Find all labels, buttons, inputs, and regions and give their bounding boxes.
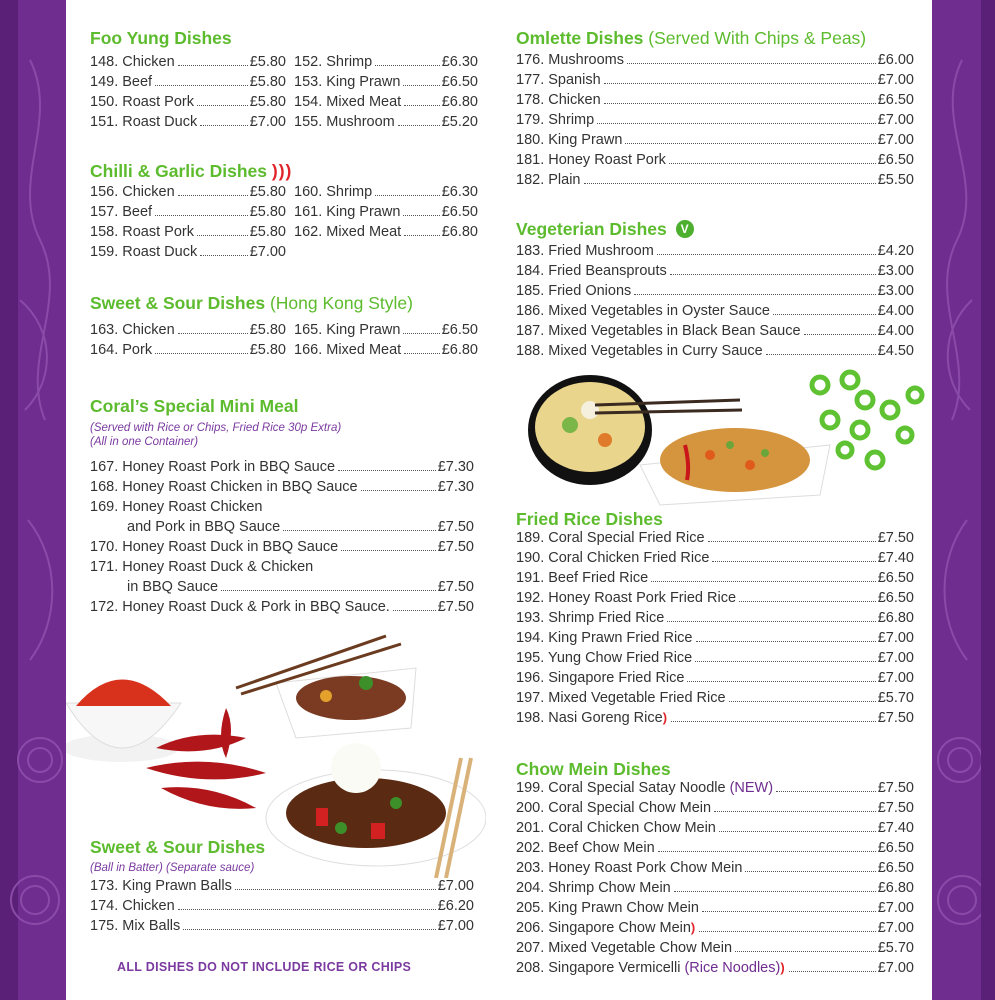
dot-leader — [403, 215, 439, 216]
menu-item — [294, 114, 478, 134]
menu-item-price: £7.30 — [437, 459, 474, 475]
footer-note: ALL DISHES DO NOT INCLUDE RICE OR CHIPS — [117, 960, 412, 974]
menu-item-name: 198. Nasi Goreng Rice — [516, 710, 663, 726]
dot-leader — [776, 791, 876, 792]
menu-item-name: 177. Spanish — [516, 72, 601, 88]
food-photo-noodles-and-rice — [520, 365, 930, 515]
dot-leader — [183, 929, 435, 930]
menu-item — [516, 780, 914, 800]
menu-item-price: £7.50 — [437, 579, 474, 595]
vegetarian-list — [516, 243, 914, 363]
menu-item-name: 189. Coral Special Fried Rice — [516, 530, 705, 546]
menu-item-price: £6.50 — [877, 840, 914, 856]
menu-item-price: £5.80 — [249, 54, 286, 70]
menu-item-name: 165. King Prawn — [294, 322, 401, 338]
dot-leader — [283, 530, 436, 531]
menu-item — [516, 590, 914, 610]
dot-leader — [745, 871, 875, 872]
menu-item — [516, 152, 914, 172]
menu-item-name: 151. Roast Duck — [90, 114, 198, 130]
menu-item-price: £6.50 — [441, 322, 478, 338]
menu-item-name-continued: in BBQ Sauce — [127, 579, 219, 595]
menu-item-name: 155. Mushroom — [294, 114, 395, 130]
menu-item — [516, 920, 914, 940]
foo-yung-list — [90, 54, 478, 134]
menu-item — [516, 323, 914, 343]
dot-leader — [789, 971, 876, 972]
menu-item-price: £5.70 — [877, 690, 914, 706]
menu-item-name: 152. Shrimp — [294, 54, 373, 70]
menu-item — [516, 940, 914, 960]
menu-item — [90, 559, 474, 579]
fried-rice-list — [516, 530, 914, 730]
chili-pepper-icon: ) — [662, 710, 669, 725]
omlette-list — [516, 52, 914, 192]
menu-item-price: £7.30 — [437, 479, 474, 495]
menu-item — [90, 918, 474, 938]
chilli-garlic-list — [90, 184, 478, 264]
dot-leader — [667, 621, 875, 622]
menu-item-price: £6.30 — [441, 54, 478, 70]
menu-item-price: £5.80 — [249, 94, 286, 110]
dot-leader — [178, 65, 248, 66]
menu-item — [90, 94, 286, 114]
dot-leader — [739, 601, 876, 602]
menu-item-price: £7.50 — [437, 539, 474, 555]
menu-item-price: £5.80 — [249, 224, 286, 240]
omlette-heading: Omlette Dishes (Served With Chips & Peas) — [516, 28, 867, 48]
dot-leader — [221, 590, 436, 591]
menu-subcolumn-left — [90, 54, 286, 134]
mini-meal-list — [90, 459, 474, 619]
menu-item-price: £5.80 — [249, 342, 286, 358]
menu-item — [516, 630, 914, 650]
mini-meal-heading: Coral’s Special Mini Meal — [90, 396, 299, 416]
menu-item-price: £7.00 — [877, 72, 914, 88]
menu-item-name: 186. Mixed Vegetables in Oyster Sauce — [516, 303, 770, 319]
menu-item-price: £4.20 — [877, 243, 914, 259]
dot-leader — [695, 661, 875, 662]
menu-item — [516, 650, 914, 670]
dot-leader — [658, 851, 876, 852]
menu-item-price: £6.30 — [441, 184, 478, 200]
menu-item — [516, 283, 914, 303]
menu-item-name: 199. Coral Special Satay Noodle — [516, 780, 726, 796]
floral-pattern-right — [932, 0, 995, 1000]
dot-leader — [674, 891, 876, 892]
menu-item — [516, 343, 914, 363]
dot-leader — [200, 255, 248, 256]
menu-item-price: £6.80 — [877, 880, 914, 896]
menu-item-name: 170. Honey Roast Duck in BBQ Sauce — [90, 539, 339, 555]
menu-item-tag: (Rice Noodles) — [684, 960, 781, 976]
menu-item-price: £4.00 — [877, 323, 914, 339]
menu-item-name: 183. Fried Mushroom — [516, 243, 654, 259]
menu-item-price: £7.00 — [877, 670, 914, 686]
menu-item — [516, 960, 914, 980]
menu-item — [294, 54, 478, 74]
menu-item-name: 157. Beef — [90, 204, 153, 220]
menu-item-price: £7.00 — [437, 878, 474, 894]
menu-item — [90, 599, 474, 619]
menu-item — [294, 74, 478, 94]
menu-item-price: £7.00 — [249, 114, 286, 130]
menu-item-name: 192. Honey Roast Pork Fried Rice — [516, 590, 737, 606]
menu-item — [516, 860, 914, 880]
dot-leader — [404, 105, 440, 106]
menu-item-name: 161. King Prawn — [294, 204, 401, 220]
chili-pepper-icon: ) — [690, 920, 697, 935]
fried-rice-heading: Fried Rice Dishes — [516, 509, 663, 529]
menu-item-name: 204. Shrimp Chow Mein — [516, 880, 671, 896]
menu-item-price: £7.00 — [877, 650, 914, 666]
dot-leader — [627, 63, 876, 64]
dot-leader — [155, 353, 248, 354]
menu-item — [516, 550, 914, 570]
menu-item-name: 187. Mixed Vegetables in Black Bean Sauce — [516, 323, 801, 339]
menu-item — [516, 670, 914, 690]
menu-item-price: £6.50 — [877, 860, 914, 876]
dot-leader — [235, 889, 436, 890]
dot-leader — [719, 831, 876, 832]
menu-item-name: 176. Mushrooms — [516, 52, 624, 68]
menu-item-name: 167. Honey Roast Pork in BBQ Sauce — [90, 459, 336, 475]
menu-item — [90, 878, 474, 898]
menu-item — [90, 184, 286, 204]
menu-item-price: £5.70 — [877, 940, 914, 956]
menu-item — [90, 342, 286, 362]
menu-item — [516, 303, 914, 323]
menu-item-price: £6.50 — [877, 590, 914, 606]
menu-item-price: £6.20 — [437, 898, 474, 914]
menu-item-name: 169. Honey Roast Chicken — [90, 499, 263, 515]
menu-item — [516, 800, 914, 820]
menu-item-price: £6.50 — [441, 74, 478, 90]
menu-item-name: 173. King Prawn Balls — [90, 878, 232, 894]
menu-item-price: £4.50 — [877, 343, 914, 359]
menu-item-name: 188. Mixed Vegetables in Curry Sauce — [516, 343, 763, 359]
menu-item-price: £7.40 — [877, 550, 914, 566]
menu-item-name: 149. Beef — [90, 74, 153, 90]
dot-leader — [403, 333, 439, 334]
menu-item — [516, 92, 914, 112]
menu-item-price: £5.80 — [249, 184, 286, 200]
menu-item-name: 172. Honey Roast Duck & Pork in BBQ Sauce. — [90, 599, 390, 615]
menu-item-name: 175. Mix Balls — [90, 918, 181, 934]
menu-item — [516, 72, 914, 92]
menu-item-price: £7.00 — [877, 960, 914, 976]
dot-leader — [669, 163, 876, 164]
menu-item-price: £6.80 — [441, 224, 478, 240]
dot-leader — [404, 235, 440, 236]
dot-leader — [604, 103, 876, 104]
dot-leader — [200, 125, 248, 126]
menu-item-price: £6.50 — [877, 152, 914, 168]
menu-item — [516, 132, 914, 152]
menu-item-name: 154. Mixed Meat — [294, 94, 402, 110]
menu-item — [90, 898, 474, 918]
menu-item-price: £5.80 — [249, 74, 286, 90]
menu-item — [294, 224, 478, 244]
menu-item-name: 156. Chicken — [90, 184, 175, 200]
menu-item — [516, 263, 914, 283]
menu-item — [516, 880, 914, 900]
menu-subcolumn-left — [90, 322, 286, 362]
menu-item-name: 168. Honey Roast Chicken in BBQ Sauce — [90, 479, 358, 495]
menu-item-name: 205. King Prawn Chow Mein — [516, 900, 699, 916]
dot-leader — [197, 105, 248, 106]
menu-item-name: 185. Fried Onions — [516, 283, 632, 299]
dot-leader — [375, 65, 440, 66]
right-decorative-band — [932, 0, 995, 1000]
menu-item — [90, 114, 286, 134]
menu-item — [90, 244, 286, 264]
foo-yung-heading: Foo Yung Dishes — [90, 28, 232, 48]
menu-item — [516, 243, 914, 263]
dot-leader — [804, 334, 876, 335]
menu-item — [516, 840, 914, 860]
menu-item — [516, 820, 914, 840]
chili-pepper-icon: ) — [780, 960, 786, 975]
food-photo-chili-and-beef — [66, 628, 486, 878]
menu-item — [294, 94, 478, 114]
menu-item-name: 202. Beef Chow Mein — [516, 840, 655, 856]
dot-leader — [735, 951, 876, 952]
chilli-garlic-heading: Chilli & Garlic Dishes ))) — [90, 161, 293, 181]
menu-item-price: £6.00 — [877, 52, 914, 68]
dot-leader — [341, 550, 435, 551]
menu-item — [516, 52, 914, 72]
menu-item-price: £6.80 — [441, 342, 478, 358]
menu-item-price: £7.00 — [877, 112, 914, 128]
dot-leader — [625, 143, 875, 144]
menu-item — [90, 539, 474, 559]
menu-item-name: 196. Singapore Fried Rice — [516, 670, 685, 686]
menu-item-price: £7.00 — [249, 244, 286, 260]
menu-item-price: £7.00 — [877, 132, 914, 148]
menu-item-price: £6.80 — [877, 610, 914, 626]
menu-subcolumn-right — [294, 322, 478, 362]
menu-item — [516, 570, 914, 590]
menu-item-price: £7.50 — [877, 780, 914, 796]
sweet-sour-balls-heading: Sweet & Sour Dishes — [90, 837, 266, 857]
menu-item-name: 193. Shrimp Fried Rice — [516, 610, 665, 626]
menu-item-price: £3.00 — [877, 283, 914, 299]
menu-item-name: 184. Fried Beansprouts — [516, 263, 667, 279]
menu-item-tag: (NEW) — [729, 780, 774, 796]
menu-item — [90, 204, 286, 224]
menu-item-continuation — [90, 579, 474, 599]
chow-mein-list — [516, 780, 914, 980]
menu-item — [516, 900, 914, 920]
menu-item-name: 166. Mixed Meat — [294, 342, 402, 358]
menu-item-name: 174. Chicken — [90, 898, 175, 914]
menu-item-name: 194. King Prawn Fried Rice — [516, 630, 693, 646]
dot-leader — [670, 274, 876, 275]
chow-mein-heading: Chow Mein Dishes — [516, 759, 671, 779]
menu-item — [294, 204, 478, 224]
dot-leader — [338, 470, 436, 471]
menu-item-name: 190. Coral Chicken Fried Rice — [516, 550, 710, 566]
menu-item-price: £7.50 — [877, 800, 914, 816]
dot-leader — [699, 931, 875, 932]
menu-item-price: £6.80 — [441, 94, 478, 110]
dot-leader — [178, 333, 248, 334]
dot-leader — [702, 911, 876, 912]
menu-item-price: £5.80 — [249, 204, 286, 220]
menu-item-name: 159. Roast Duck — [90, 244, 198, 260]
menu-item-name: 197. Mixed Vegetable Fried Rice — [516, 690, 726, 706]
menu-item — [294, 322, 478, 342]
dot-leader — [597, 123, 876, 124]
menu-item — [516, 530, 914, 550]
menu-item-price: £7.50 — [437, 599, 474, 615]
dot-leader — [714, 811, 876, 812]
dot-leader — [584, 183, 876, 184]
menu-item-name: 171. Honey Roast Duck & Chicken — [90, 559, 314, 575]
mini-meal-note: (Served with Rice or Chips, Fried Rice 30p Extra) (All in one Container) — [90, 422, 342, 448]
menu-item-name: 201. Coral Chicken Chow Mein — [516, 820, 716, 836]
menu-item-name: 180. King Prawn — [516, 132, 623, 148]
menu-item-name: 179. Shrimp — [516, 112, 595, 128]
left-decorative-band — [0, 0, 66, 1000]
dot-leader — [766, 354, 876, 355]
dot-leader — [361, 490, 436, 491]
dot-leader — [651, 581, 876, 582]
menu-item — [294, 184, 478, 204]
dot-leader — [712, 561, 875, 562]
menu-item-price: £6.50 — [441, 204, 478, 220]
dot-leader — [671, 721, 876, 722]
menu-item-price: £6.50 — [877, 92, 914, 108]
menu-item-price: £7.50 — [877, 530, 914, 546]
dot-leader — [178, 909, 436, 910]
menu-item-name: 195. Yung Chow Fried Rice — [516, 650, 693, 666]
menu-item-name: 158. Roast Pork — [90, 224, 194, 240]
sweet-sour-balls-list — [90, 878, 474, 938]
vegetarian-badge-icon: V — [676, 220, 694, 238]
menu-item-name: 160. Shrimp — [294, 184, 373, 200]
menu-item-price: £4.00 — [877, 303, 914, 319]
menu-item — [516, 690, 914, 710]
menu-item-price: £7.00 — [877, 900, 914, 916]
dot-leader — [604, 83, 876, 84]
menu-subcolumn-left — [90, 184, 286, 264]
dot-leader — [375, 195, 440, 196]
menu-item — [516, 710, 914, 730]
menu-item-name: 164. Pork — [90, 342, 153, 358]
menu-item-price: £7.50 — [877, 710, 914, 726]
dot-leader — [403, 85, 439, 86]
menu-item-name: 153. King Prawn — [294, 74, 401, 90]
menu-item — [516, 112, 914, 132]
menu-item-name: 162. Mixed Meat — [294, 224, 402, 240]
menu-subcolumn-right — [294, 184, 478, 264]
dot-leader — [657, 254, 876, 255]
menu-item-price: £3.00 — [877, 263, 914, 279]
menu-item — [516, 610, 914, 630]
dot-leader — [687, 681, 875, 682]
menu-item-name-continued: and Pork in BBQ Sauce — [127, 519, 281, 535]
dot-leader — [393, 610, 436, 611]
menu-item-price: £5.50 — [877, 172, 914, 188]
menu-item-name: 203. Honey Roast Pork Chow Mein — [516, 860, 743, 876]
menu-item — [90, 499, 474, 519]
dot-leader — [398, 125, 440, 126]
menu-item-name: 150. Roast Pork — [90, 94, 194, 110]
dot-leader — [178, 195, 248, 196]
menu-item-name: 200. Coral Special Chow Mein — [516, 800, 712, 816]
chili-pepper-icon: ))) — [271, 161, 293, 181]
menu-item — [90, 479, 474, 499]
menu-item-name: 181. Honey Roast Pork — [516, 152, 666, 168]
dot-leader — [773, 314, 876, 315]
menu-item-price: £6.50 — [877, 570, 914, 586]
menu-item-price: £7.00 — [877, 630, 914, 646]
menu-subcolumn-right — [294, 54, 478, 134]
menu-item-name: 148. Chicken — [90, 54, 175, 70]
menu-item-name: 208. Singapore Vermicelli — [516, 960, 681, 976]
menu-item-continuation — [90, 519, 474, 539]
floral-pattern-left — [0, 0, 66, 1000]
dot-leader — [155, 85, 248, 86]
menu-item-name: 191. Beef Fried Rice — [516, 570, 649, 586]
sweet-sour-balls-note: (Ball in Batter) (Separate sauce) — [90, 862, 255, 874]
menu-item-name: 178. Chicken — [516, 92, 601, 108]
menu-item-price: £7.40 — [877, 820, 914, 836]
menu-item-price: £5.20 — [441, 114, 478, 130]
menu-item — [90, 459, 474, 479]
menu-item-name: 206. Singapore Chow Mein — [516, 920, 691, 936]
menu-item-price: £7.00 — [437, 918, 474, 934]
dot-leader — [708, 541, 876, 542]
dot-leader — [696, 641, 876, 642]
menu-item-name: 182. Plain — [516, 172, 581, 188]
menu-item-price: £5.80 — [249, 322, 286, 338]
vegetarian-heading: Vegeterian Dishes V — [516, 219, 694, 240]
menu-item-price: £7.50 — [437, 519, 474, 535]
menu-item-price: £7.00 — [877, 920, 914, 936]
dot-leader — [634, 294, 875, 295]
menu-item — [516, 172, 914, 192]
menu-item — [90, 54, 286, 74]
menu-item — [90, 74, 286, 94]
dot-leader — [155, 215, 248, 216]
menu-item — [90, 224, 286, 244]
sweet-sour-hk-heading: Sweet & Sour Dishes (Hong Kong Style) — [90, 293, 413, 313]
dot-leader — [404, 353, 440, 354]
menu-item-name: 163. Chicken — [90, 322, 175, 338]
menu-item-name: 207. Mixed Vegetable Chow Mein — [516, 940, 733, 956]
menu-item — [294, 342, 478, 362]
dot-leader — [197, 235, 248, 236]
dot-leader — [729, 701, 876, 702]
menu-item — [90, 322, 286, 342]
sweet-sour-hk-list — [90, 322, 478, 362]
